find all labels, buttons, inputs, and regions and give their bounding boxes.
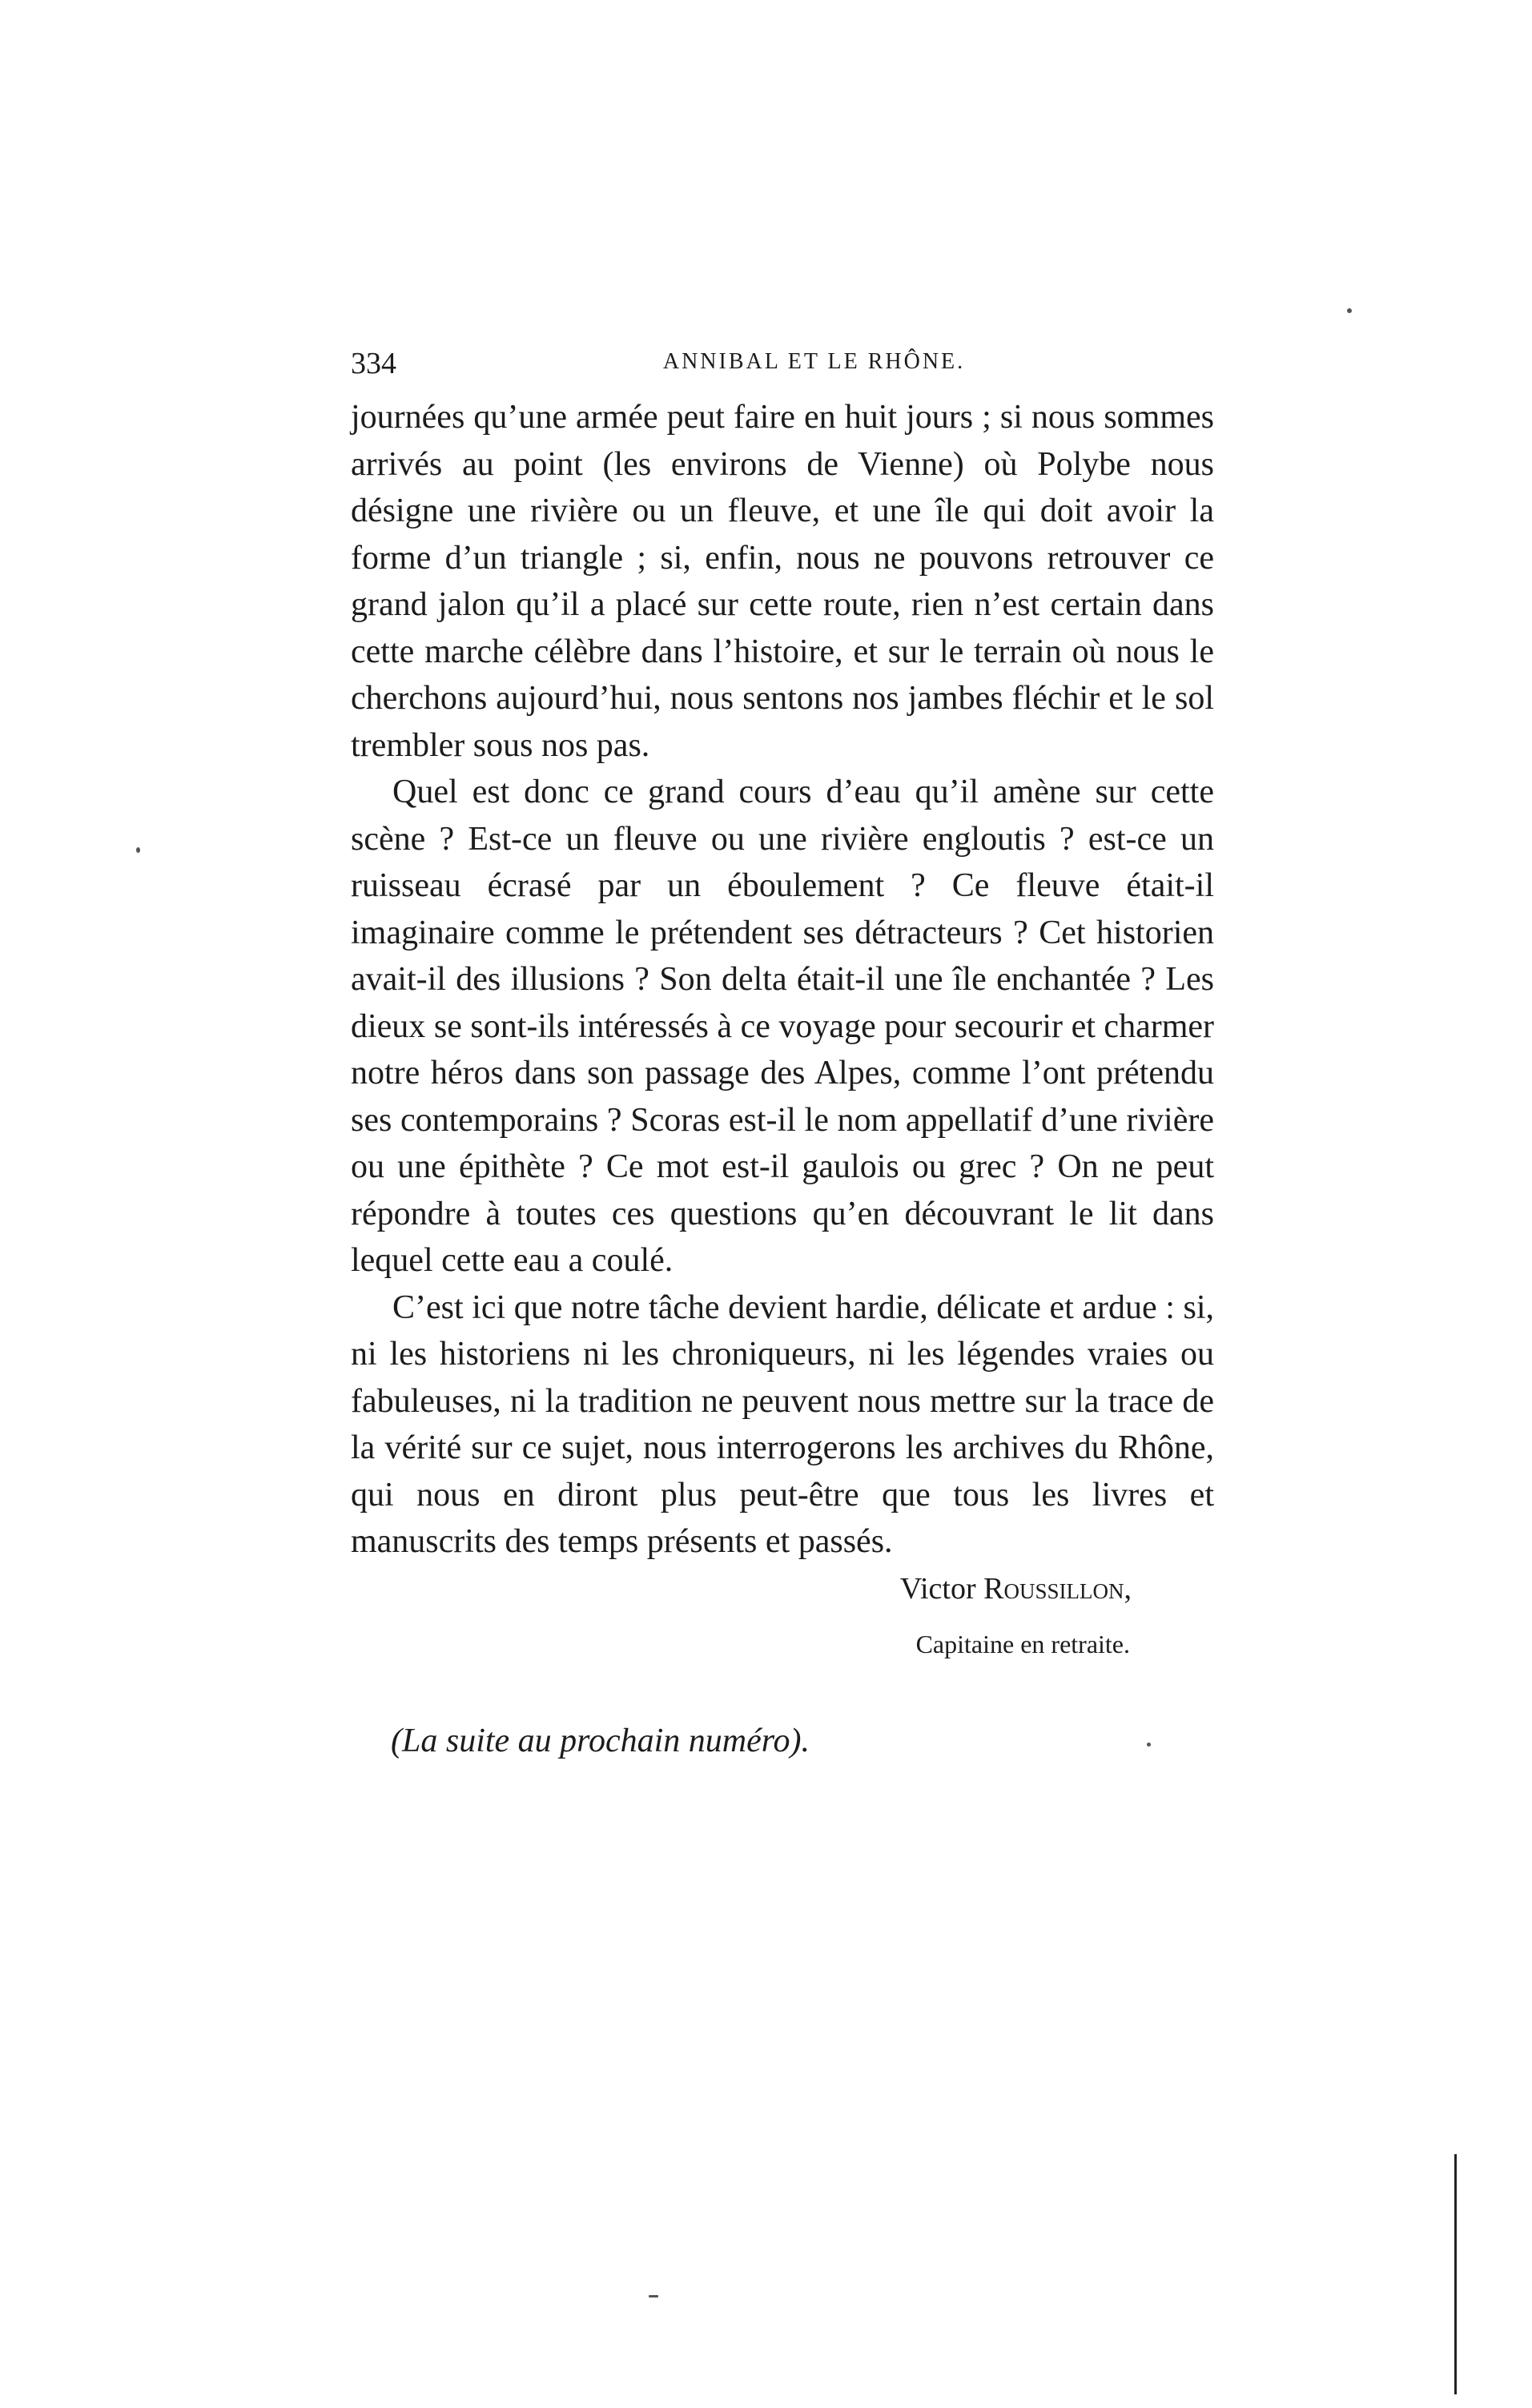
paragraph-1: journées qu’une armée peut faire en huit jours ; si nous sommes arrivés au point (les environs de Vienne) où Polybe nous désigne une rivière ou un fleuve, et une île qui doit avoir la forme d’un triangle ; si, enfin, nous ne pouvons retrouver ce grand jalon qu’il a placé sur cette route, rien n’est certain dans cette marche célèbre dans l’histoire, et sur le terrain où nous le cherchons aujourd’hui, nous sentons nos jambes fléchir et le sol trembler sous nos pas. — [351, 399, 1214, 764]
ink-speck — [649, 2295, 658, 2297]
running-title: ANNIBAL ET LE RHÔNE. — [662, 349, 966, 374]
page-number: 334 — [351, 347, 396, 380]
paragraph-2: Quel est donc ce grand cours d’eau qu’il amène sur cette scène ? Est-ce un fleuve ou une rivière engloutis ? est-ce un ruisseau écrasé par un éboulement ? Ce fleuve était-il imaginaire comme le prétendent ses détracteurs ? Cet historien avait-il des illusions ? Son delta était-il une île enchantée ? Les dieux se sont-ils intéressés à ce voyage pour secourir et charmer notre héros dans son passage des Alpes, comme l’ont prétendu ses contemporains ? Scoras est-il le nom appellatif d’une rivière ou une épithète ? Ce mot est-il gaulois ou grec ? On ne peut répondre à toutes ces questions qu’en découvrant le lit dans lequel cette eau a coulé. — [351, 774, 1214, 1279]
page-edge-mark — [1454, 2154, 1457, 2394]
ink-speck — [1347, 308, 1352, 313]
body-text — [351, 394, 1214, 1566]
ink-speck — [136, 847, 140, 853]
author-rank: Capitaine en retraite. — [915, 1630, 1130, 1658]
continued-note: (La suite au prochain numéro). — [391, 1723, 810, 1759]
author-signature — [900, 1571, 1132, 1606]
paragraph-3: C’est ici que notre tâche devient hardie, délicate et ardue : si, ni les historiens ni les chroniqueurs, ni les légendes vraies ou fabuleuses, ni la tradition ne peuvent nous mettre sur la trace de la vérité sur ce sujet, nous interrogerons les archives du Rhône, qui nous en diront plus peut-être que tous les livres et manuscrits des temps présents et passés. — [351, 1288, 1214, 1560]
ink-speck — [1147, 1743, 1151, 1747]
author-surname: Roussillon, — [983, 1572, 1132, 1606]
author-first-name: Victor — [899, 1572, 976, 1606]
